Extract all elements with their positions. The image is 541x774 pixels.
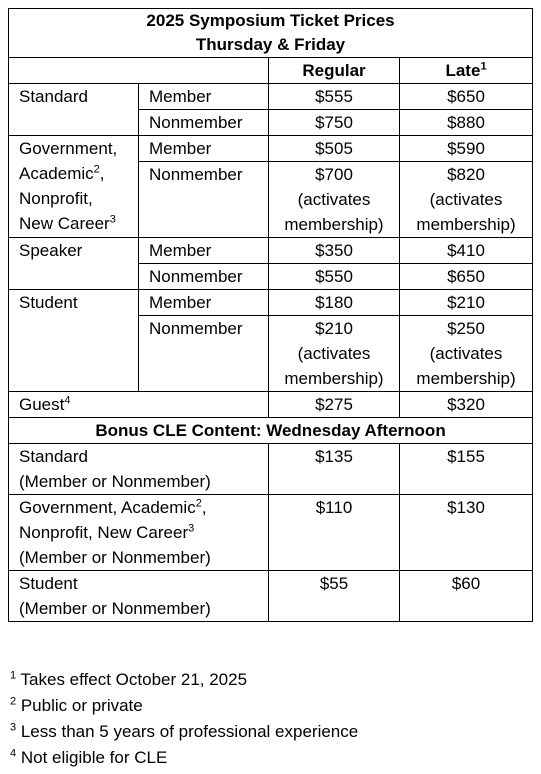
price-cell: $650 — [400, 264, 533, 290]
footnote-ref: 2 — [195, 497, 202, 510]
category-student: Student — [9, 290, 139, 392]
price-cell: $275 — [269, 392, 400, 418]
category-government: Government, Academic$^2$, Nonprofit, New Career$^3$ — [9, 136, 139, 238]
bonus-title: Bonus CLE Content: Wednesday Afternoon — [9, 418, 533, 444]
footnote-1: $^1$ Takes effect October 21, 2025 — [10, 669, 248, 689]
price-cell: $110 — [269, 495, 400, 571]
footnote-ref: 4 — [64, 394, 71, 407]
price-cell: $650 — [400, 84, 533, 110]
category-guest: Guest$^4$ — [9, 392, 269, 418]
price-cell: $750 — [269, 110, 400, 136]
price-cell: $505 — [269, 136, 400, 162]
table-title-row — [9, 9, 533, 58]
footnote-ref: 3 — [109, 213, 116, 226]
footnote-4: $^4$ Not eligible for CLE — [10, 747, 168, 767]
membership-label: Nonmember — [139, 110, 269, 136]
table-title — [9, 9, 533, 58]
footnote-ref: 1 — [480, 60, 487, 73]
membership-label: Member — [139, 136, 269, 162]
price-cell: $590 — [400, 136, 533, 162]
price-cell: $55 — [269, 571, 400, 622]
table-row — [9, 444, 533, 495]
footnotes — [10, 667, 358, 771]
table-row — [9, 238, 533, 264]
table-row — [9, 571, 533, 622]
bonus-category-student: Student (Member or Nonmember) — [9, 571, 269, 622]
header-blank-cell — [9, 58, 269, 84]
price-cell: $820 (activates membership) — [400, 162, 533, 238]
price-cell: $350 — [269, 238, 400, 264]
price-cell: $320 — [400, 392, 533, 418]
table-title-line2: Thursday & Friday — [195, 35, 346, 54]
price-cell: $130 — [400, 495, 533, 571]
footnote-2: $^2$ Public or private — [10, 695, 143, 715]
footnote-ref: 3 — [188, 522, 195, 535]
price-cell: $880 — [400, 110, 533, 136]
membership-label: Member — [139, 290, 269, 316]
bonus-category-standard: Standard (Member or Nonmember) — [9, 444, 269, 495]
table-row — [9, 84, 533, 110]
table-row — [9, 136, 533, 162]
membership-label: Member — [139, 84, 269, 110]
price-cell: $555 — [269, 84, 400, 110]
price-cell: $410 — [400, 238, 533, 264]
category-speaker: Speaker — [9, 238, 139, 290]
footnote-ref: 2 — [93, 163, 100, 176]
membership-label: Nonmember — [139, 316, 269, 392]
table-row — [9, 495, 533, 571]
price-cell: $60 — [400, 571, 533, 622]
price-cell: $210 — [400, 290, 533, 316]
header-late: Late$^1$ — [400, 58, 533, 84]
ticket-price-table — [8, 8, 533, 622]
membership-label: Nonmember — [139, 264, 269, 290]
table-row — [9, 290, 533, 316]
footnote-3: $^3$ Less than 5 years of professional experience — [10, 721, 359, 741]
column-header-row — [9, 58, 533, 84]
price-cell: $135 — [269, 444, 400, 495]
bonus-title-row — [9, 418, 533, 444]
price-cell: $700 (activates membership) — [269, 162, 400, 238]
bonus-category-government: Government, Academic$^2$, Nonprofit, New Career$^3$ (Member or Nonmember) — [9, 495, 269, 571]
header-regular: Regular — [269, 58, 400, 84]
price-cell: $155 — [400, 444, 533, 495]
table-row — [9, 392, 533, 418]
price-cell: $180 — [269, 290, 400, 316]
membership-label: Nonmember — [139, 162, 269, 238]
membership-label: Member — [139, 238, 269, 264]
price-cell: $210 (activates membership) — [269, 316, 400, 392]
price-cell: $550 — [269, 264, 400, 290]
price-cell: $250 (activates membership) — [400, 316, 533, 392]
table-title-line1: 2025 Symposium Ticket Prices — [146, 11, 395, 30]
category-standard: Standard — [9, 84, 139, 136]
